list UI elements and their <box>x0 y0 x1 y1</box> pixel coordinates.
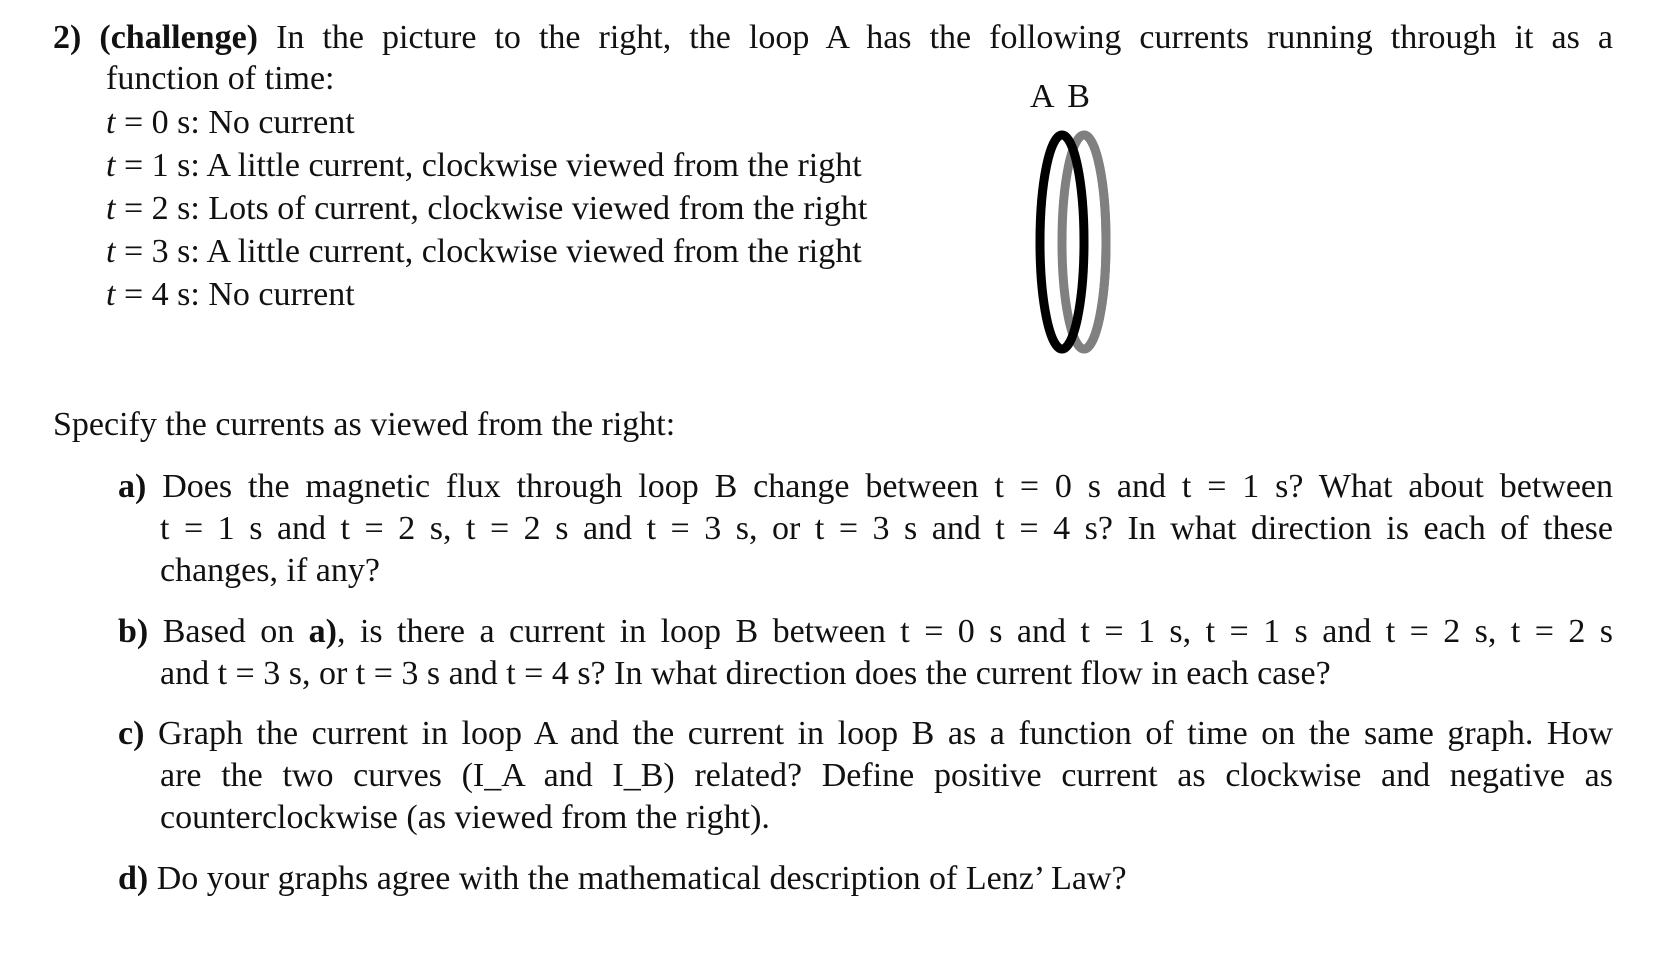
loop-labels <box>1030 78 1090 116</box>
problem-heading <box>53 18 1613 58</box>
part-c-line2: are the two curves (I_A and I_B) related? Define positive current as clockwise and negative as <box>160 757 1613 794</box>
time-description: 0 s: No current <box>151 104 355 141</box>
time-entry <box>106 275 355 315</box>
part-c-text1: Graph the current in loop A and the current in loop B as a function of time on the same graph. How <box>158 715 1614 752</box>
problem-intro-line2: function of time: <box>106 60 335 97</box>
time-entry <box>106 189 867 229</box>
part-c-line1 <box>118 713 1613 755</box>
loops-figure <box>1018 125 1128 365</box>
time-description: 2 s: Lots of current, clockwise viewed from the right <box>151 190 868 227</box>
part-d-line1 <box>118 858 1613 900</box>
equals-sign: = <box>115 147 152 184</box>
part-b-line1 <box>118 611 1613 653</box>
time-entry <box>106 146 862 186</box>
part-c <box>118 713 1613 839</box>
part-a-label: a) <box>118 468 147 505</box>
equals-sign: = <box>115 233 152 270</box>
time-symbol: t <box>106 190 116 227</box>
part-a <box>118 466 1613 592</box>
part-d-label: d) <box>118 860 149 897</box>
part-b-ref: a) <box>308 613 337 650</box>
problem-intro-line1: In the picture to the right, the loop A has the following currents running through it as a <box>276 19 1613 56</box>
time-symbol: t <box>106 276 116 313</box>
part-a-line3: changes, if any? <box>160 552 380 589</box>
equals-sign: = <box>115 276 152 313</box>
problem-number: 2) <box>53 19 82 56</box>
time-description: 3 s: A little current, clockwise viewed from the right <box>151 233 862 270</box>
part-d <box>118 858 1613 900</box>
part-d-text1: Do your graphs agree with the mathematical description of Lenz’ Law? <box>156 860 1127 897</box>
time-entry <box>106 232 862 272</box>
equals-sign: = <box>115 190 152 227</box>
part-c-line3: counterclockwise (as viewed from the right). <box>160 799 770 836</box>
problem-tag: (challenge) <box>99 19 259 56</box>
specify-instruction: Specify the currents as viewed from the right: <box>53 406 676 443</box>
part-a-line1 <box>118 466 1613 508</box>
time-description: 1 s: A little current, clockwise viewed from the right <box>151 147 862 184</box>
part-c-label: c) <box>118 715 145 752</box>
part-a-text1: Does the magnetic flux through loop B change between t = 0 s and t = 1 s? What about between <box>162 468 1614 505</box>
part-b-text-pre: Based on <box>162 613 309 650</box>
part-b-line2: and t = 3 s, or t = 3 s and t = 4 s? In what direction does the current flow in each case? <box>160 655 1331 692</box>
part-b <box>118 611 1613 695</box>
time-symbol: t <box>106 147 116 184</box>
time-symbol: t <box>106 233 116 270</box>
time-description: 4 s: No current <box>151 276 355 313</box>
time-symbol: t <box>106 104 116 141</box>
loop-a-label: A <box>1030 78 1053 115</box>
loop-b-label: B <box>1067 78 1090 115</box>
part-b-label: b) <box>118 613 149 650</box>
equals-sign: = <box>115 104 152 141</box>
time-entry <box>106 103 355 143</box>
part-b-text-post: , is there a current in loop B between t = 0 s and t = 1 s, t = 1 s and t = 2 s, t = 2 s <box>337 613 1614 650</box>
part-a-line2: t = 1 s and t = 2 s, t = 2 s and t = 3 s, or t = 3 s and t = 4 s? In what direction is each of these <box>160 510 1613 547</box>
